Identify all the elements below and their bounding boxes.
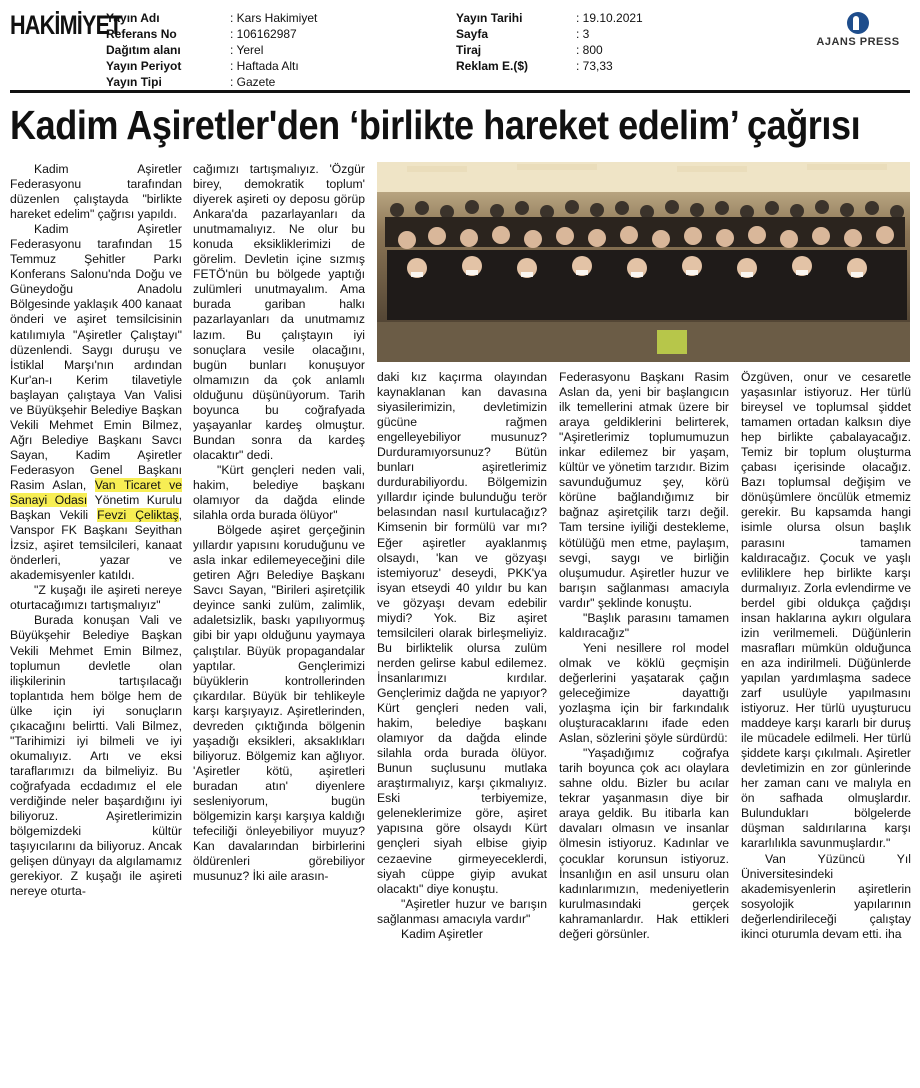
audience-photo-image bbox=[377, 162, 910, 362]
masthead bbox=[8, 6, 912, 89]
article-column-2 bbox=[193, 162, 365, 1074]
meta-left bbox=[106, 10, 436, 90]
subheading: "Kürt gençleri neden vali, hakim, belediye başkanı olamıyor da dağda elinde silahla orda burada ölüyor" bbox=[193, 462, 365, 523]
meta-value: : 106162987 bbox=[230, 27, 297, 41]
paragraph bbox=[10, 222, 182, 583]
article-column-3 bbox=[377, 370, 547, 1074]
subheading: "Başlık parasını tamamen kaldıracağız" bbox=[559, 610, 729, 640]
article-headline: Kadim Aşiretler'den ‘birlikte hareket edelim’ çağrısı bbox=[10, 102, 861, 148]
paragraph: Kadim Aşiretler Federasyonu tarafından düzenlen çalıştayda "birlikte hareket edelim" çağrısı yapıldı. bbox=[10, 162, 182, 222]
meta-right bbox=[456, 10, 716, 76]
meta-label: Yayın Tipi bbox=[106, 75, 162, 89]
highlighted-name: Fevzi Çeliktaş bbox=[97, 508, 179, 523]
meta-label: Sayfa bbox=[456, 27, 489, 41]
paragraph: Burada konuşan Vali ve Büyükşehir Belediye Başkan Vekili Mehmet Emin Bilmez, toplumun devletle olan ilişkilerinin tartışılacağı toplantıda hem bölge hem de ülke için iyi sonuçların çıkacağını belirtti. Vali Bilmez, "Tarihimizi iyi bilmeli ve iyi okumalıyız. Artı ve eksi taraflarımızı da bilmeliyiz. Bu coğrafyada ecdadımız el ele verdiğinde neler başardığını iyi biliyoruz. Aşiretlerimizin bölgemizdeki kültür taşıyıcılarını da biliyoruz. Ancak gelişen dünyayı da algılamamız gerekiyor. Z kuşağı ile aşireti nereye oturta- bbox=[10, 613, 182, 899]
article-column-5 bbox=[741, 370, 911, 1074]
meta-value: : Kars Hakimiyet bbox=[230, 11, 318, 25]
paragraph: "Yaşadığımız coğrafya tarih boyunca çok acı olaylara sahne oldu. Bizler bu acılar tekrar yaşanmasın diye bir araya geldik. Bu itibarla kan davaları olmasın ve insanlar ölmesin istiyoruz. Kadınlar ve çocuklar korunsun istiyoruz. İnsanlığın en asil unsuru olan kadınlarımızın, medeniyetlerin kurulmasındaki gerçek kahramanlardır. Hak ettikleri değeri görsünler. bbox=[559, 746, 729, 941]
newspaper-logo: HAKİMİYET bbox=[10, 10, 122, 40]
meta-value: : 3 bbox=[576, 27, 590, 41]
paragraph-text: , Vanspor FK Başkanı Seyithan İzsiz, aşiret temsilcileri, kanaat önderleri, yazar ve akademisyenler katıldı. bbox=[10, 508, 182, 583]
meta-label: Reklam E.($) bbox=[456, 59, 529, 73]
meta-value: : 73,33 bbox=[576, 59, 613, 73]
header-divider bbox=[10, 90, 910, 93]
meta-label: Yayın Periyot bbox=[106, 59, 182, 73]
article-column-1 bbox=[10, 162, 182, 1074]
meta-label: Yayın Tarihi bbox=[456, 11, 523, 25]
paragraph: Yeni nesillere rol model olmak ve köklü geçmişin değerlerini yaşatarak çağın geleceğimize dayattığı yozlaşma için bir farkındalık oluşturacaklarını ifade eden Aslan, sözlerini şöyle sürdürdü: bbox=[559, 640, 729, 746]
paragraph: cağımızı tartışmalıyız. 'Özgür birey, demokratik toplum' diyerek aşireti oy deposu görüp Ankara'da pazarlayanları da unutmamalıyız. Ne olur bu konuda eksikliklerimizi de görelim. Devletin içine sızmış FETÖ'nün bu bölgede yaptığı zulümleri unutmayalım. Ama burada gariban halkı pazarlayanları da unutmamız lazım. Bu çalıştayın iyi sonuçlara vesile olacağını, bugün bunları konuşuyor olmamızın da çok anlamlı olduğunu düşünüyorum. Tarih boyunca bu coğrafyada yaşayanlar kardeş olmuştur. Bundan sonra da kardeş olacaktır" dedi. bbox=[193, 162, 365, 462]
meta-value: : 800 bbox=[576, 43, 603, 57]
meta-value: : Yerel bbox=[230, 43, 264, 57]
meta-value: : 19.10.2021 bbox=[576, 11, 643, 25]
highlighted-org: Van Ticaret ve Sanayi Odası bbox=[10, 477, 182, 508]
paragraph-text: Kadim Aşiretler Federasyonu tarafından 15 Temmuz Şehitler Parkı Konferans Salonu'nda Doğu ve Güneydoğu Anadolu Bölgesinde yaklaşık 400 kanaat önderi ve aşiret temsilcisinin katılımıyla "Aşiretler Çalıştayı" düzenlendi. Saygı duruşu ve İstiklal Marşı'nın ardından Kur'an-ı Kerim tilavetiyle başlayan çalıştaya Van Valisi ve Büyükşehir Belediye Başkan Vekili Mehmet Emin Bilmez, Ağrı Belediye Başkanı Savcı Sayan, Kadim Aşiretler Federasyon Genel Başkanı Rasim Aslan, bbox=[10, 222, 182, 492]
paragraph: Özgüven, onur ve cesaretle yaşasınlar istiyoruz. Her türlü bireysel ve toplumsal şiddet tamamen ortadan kalksın diye hep birlikte çabalayacağız. Temiz bir toplum oluşturma çabası içerisinde olacağız. Bazı toplumsal değişim ve dönüşümlere öncülük etmemiz gerekir. Bu kapsamda hangi isimle olursa olsun başlık parasını tamamen kaldıracağız. Çocuk ve yaşlı evliliklere hep birlikte karşı durmalıyız. Zorla evlendirme ve berdel gibi oldukça çağdışı insan haklarına aykırı olgulara izin verilmemeli. Düğünlerin masrafları mümkün olduğunca en aza indirilmeli. Düğünlerde yapılan yardımlaşma sadece zarf usulüyle yapılmasını istiyoruz. Her türlü uyuşturucu maddeye karşı kararlı bir duruş ile mücadele edilmeli. Her türlü şiddete karşı çıkılmalı. Aşiretler devletimizin en zor günlerinde her zaman canı ve malıyla en ön safhada olmuşlardır. Bulundukları bölgelerde düşman saldırılarına karşı kararlılıkla savunmuşlardır." bbox=[741, 370, 911, 851]
paragraph: Van Yüzüncü Yıl Üniversitesindeki akademisyenlerin aşiretlerin sosyolojik yapılarının değerlendirileceği çalıştay ikinci oturumla devam etti. iha bbox=[741, 851, 911, 941]
meta-label: Yayın Adı bbox=[106, 11, 160, 25]
agency-logo bbox=[810, 12, 906, 48]
paragraph: Kadim Aşiretler bbox=[401, 926, 483, 941]
article-photo bbox=[377, 162, 910, 362]
paragraph-text: Yönetim Kurulu Başkan Vekili bbox=[10, 493, 182, 523]
subheading: "Aşiretler huzur ve barışın sağlanması amacıyla vardır" bbox=[377, 896, 547, 926]
article-column-4 bbox=[559, 370, 729, 1074]
agency-name: AJANS PRESS bbox=[816, 36, 900, 48]
meta-value: : Gazete bbox=[230, 75, 276, 89]
paragraph: Bölgede aşiret gerçeğinin yıllardır yapısını koruduğunu ve asla inkar edilemeyeceğini dile getiren Ağrı Belediye Başkanı Savcı Sayan, "Birileri aşiretçilik deyince sanki zulüm, zalimlik, adaletsizlik, baskı yapılıyormuş gibi bir yapı olduğunu yaymaya çalıştılar. Büyük propagandalar yaptılar. Gençlerimizi büyüklerin kontrollerinden çıkardılar. Büyük bir tehlikeyle karşı karşıyayız. Aşiretlerinden, devreden çıktığında bölgenin yaşadığı eksikleri, aksaklıkları biliyoruz. Bölgemiz kan ağlıyor. 'Aşiretler kötü, aşiretleri buradan atın' diyenlere sesleniyorum, bugün bölgemizin karşı karşıya kaldığı tefeciliği önleyebiliyor muyuz? Kan davalarından birbirlerini öldürenleri görebiliyor musunuz? İki aile arasın- bbox=[193, 523, 365, 884]
subheading: "Z kuşağı ile aşireti nereye oturtacağımızı tartışmalıyız" bbox=[10, 583, 182, 613]
paragraph: daki kız kaçırma olayından kaynaklanan kan davasına siyasilerimizin, devletimizin gücüne rağmen engelleyebiliyor musunuz? Durduramıyorsunuz? Bütün bunları aşiretlerimiz durdurabiliyordu. Bölgemizin yıllardır içinde bulunduğu terör belasından nasıl kurtulacağız? Kimsenin bir formülü var mı? Eğer aşiretler ayaklanmış olsaydı, 'kan ve gözyaşı istemiyoruz' deseydi, PKK'ya isyan etseydi 40 yıldır bu kan ve gözyaşı devam edebilir miydi? Yok. Biz aşiret temsilcileri olarak birleşmeliyiz. Bu birliktelik olursa zulüm nerden gelirse kabul edilemez. İnsanlarımızı kırdılar. Gençlerimiz dağda ne yapıyor? Kürt gençleri neden vali, hakim, belediye başkanı olamıyor da dağda elinde silahla orda burada ölüyor. Bunun suçlusunu mutlaka araştırmalıyız, karşı çıkmalıyız. Eski terbiyemize, geleneklerimize göre, aşiret yapısına göre olsaydı Kürt gençleri siyah elbise giyip cezaevine girmeyeceklerdi, siyah cüppe giyip avukat olacaktı" diye konuştu. bbox=[377, 370, 547, 896]
agency-mark-icon bbox=[847, 12, 869, 34]
meta-label: Referans No bbox=[106, 27, 177, 41]
meta-value: : Haftada Altı bbox=[230, 59, 299, 73]
paragraph: Federasyonu Başkanı Rasim Aslan da, yeni bir başlangıcın ilk temellerini atmak üzere bir araya geldiklerini belirterek, "Aşiretlerimiz toplumumuzun inkar edilemez bir yaşam, kültür ve yönetim tarzıdır. Bizim savunduğumuz şey, körü körüne bağlandığımız bir bağnaz aşiretçilik tarzı değil. Tam tersine iyiliği destekleme, kötülüğü men etme, paylaşım, sevgi, saygı ve birliğin oluşumudur. Aşiretler huzur ve barışın sağlanması amacıyla vardır" şeklinde konuştu. bbox=[559, 370, 729, 610]
meta-label: Tiraj bbox=[456, 43, 482, 57]
meta-label: Dağıtım alanı bbox=[106, 43, 181, 57]
